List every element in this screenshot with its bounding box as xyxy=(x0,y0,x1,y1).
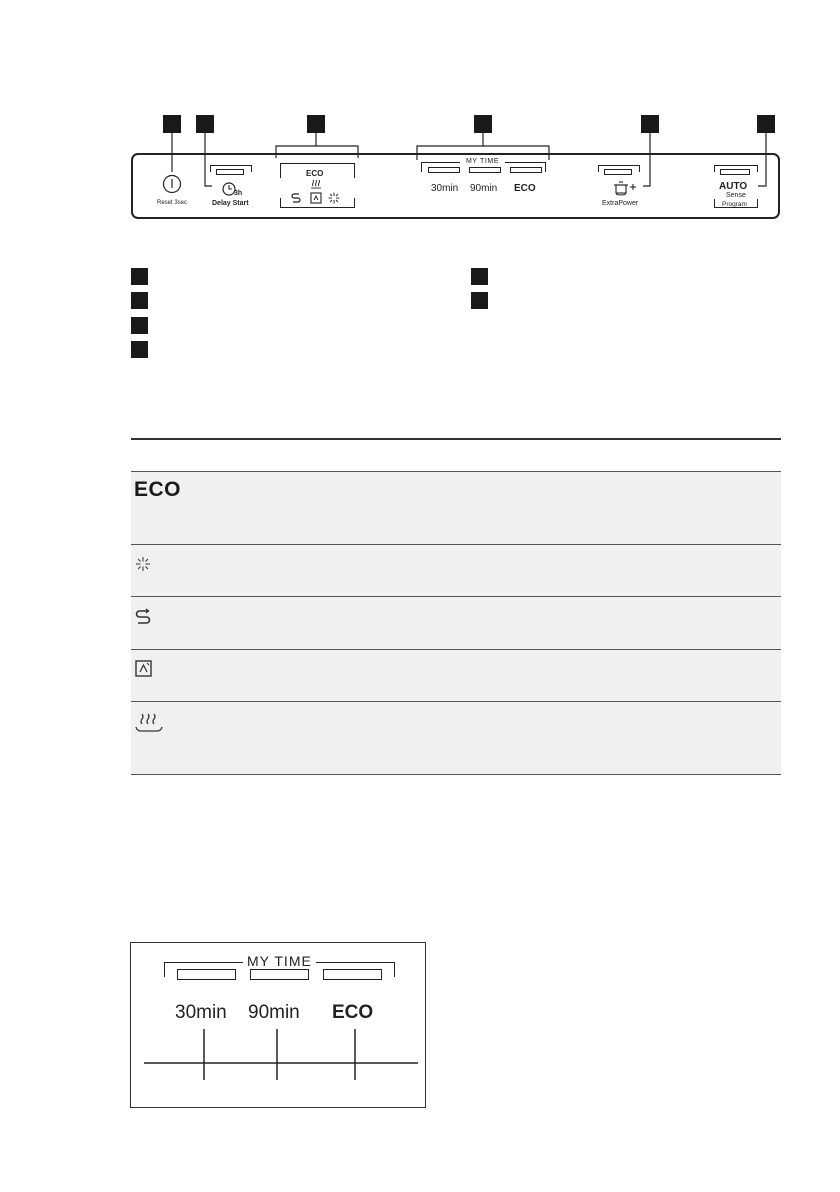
eco-option-label: ECO xyxy=(306,169,324,178)
mytime-eco-label[interactable]: ECO xyxy=(514,183,536,194)
mytime-30-indicator xyxy=(428,167,460,173)
sense-label: Sense xyxy=(726,192,746,199)
extrapower-pot-icon[interactable] xyxy=(613,180,637,196)
table-row-rinse-aid xyxy=(131,597,781,649)
delay-icon-text: 3h xyxy=(234,190,243,197)
table-bottom-rule xyxy=(131,774,781,775)
delay-start-clock-icon[interactable] xyxy=(222,181,244,197)
sparkle-icon xyxy=(328,192,340,204)
detail-90-label[interactable]: 90min xyxy=(248,1002,300,1023)
auto-indicator xyxy=(720,169,750,175)
table-row-drying xyxy=(131,702,781,774)
detail-30-indicator xyxy=(177,969,236,980)
delay-start-label: Delay Start xyxy=(212,200,249,207)
table-rinse-aid-icon xyxy=(135,608,151,626)
table-sparkle-icon xyxy=(135,556,151,572)
mytime-90-label[interactable]: 90min xyxy=(470,183,498,194)
drying-icon xyxy=(310,179,322,189)
legend-marker-6 xyxy=(471,292,488,309)
program-label: Program xyxy=(722,201,747,208)
legend-marker-3 xyxy=(131,317,148,334)
mytime-90-indicator xyxy=(469,167,501,173)
reset-label: Reset 3sec xyxy=(157,200,188,206)
detail-mytime-title: MY TIME xyxy=(247,953,312,969)
delay-start-indicator xyxy=(216,169,244,175)
table-row-sparkle xyxy=(131,545,781,596)
detail-30-label[interactable]: 30min xyxy=(175,1002,227,1023)
detail-90-indicator xyxy=(250,969,309,980)
legend-marker-4 xyxy=(131,341,148,358)
mytime-title: MY TIME xyxy=(466,158,500,165)
legend-marker-1 xyxy=(131,268,148,285)
table-row-eco xyxy=(131,472,781,544)
detail-eco-indicator xyxy=(323,969,382,980)
detail-eco-label[interactable]: ECO xyxy=(332,1002,374,1023)
table-drying-icon xyxy=(134,712,164,734)
extrapower-label: ExtraPower xyxy=(602,200,639,207)
mytime-eco-indicator xyxy=(510,167,542,173)
table-row-salt xyxy=(131,650,781,701)
table-top-rule xyxy=(131,438,781,440)
mytime-30-label[interactable]: 30min xyxy=(431,183,459,194)
salt-icon xyxy=(310,192,322,204)
detail-leader-lines xyxy=(130,1020,426,1090)
rinse-aid-icon xyxy=(291,192,301,204)
auto-label[interactable]: AUTO xyxy=(719,181,748,192)
extrapower-indicator xyxy=(604,169,632,175)
table-salt-icon xyxy=(135,660,153,678)
legend-marker-2 xyxy=(131,292,148,309)
legend-marker-5 xyxy=(471,268,488,285)
power-button-icon[interactable] xyxy=(162,174,182,194)
table-eco-label: ECO xyxy=(134,478,182,501)
